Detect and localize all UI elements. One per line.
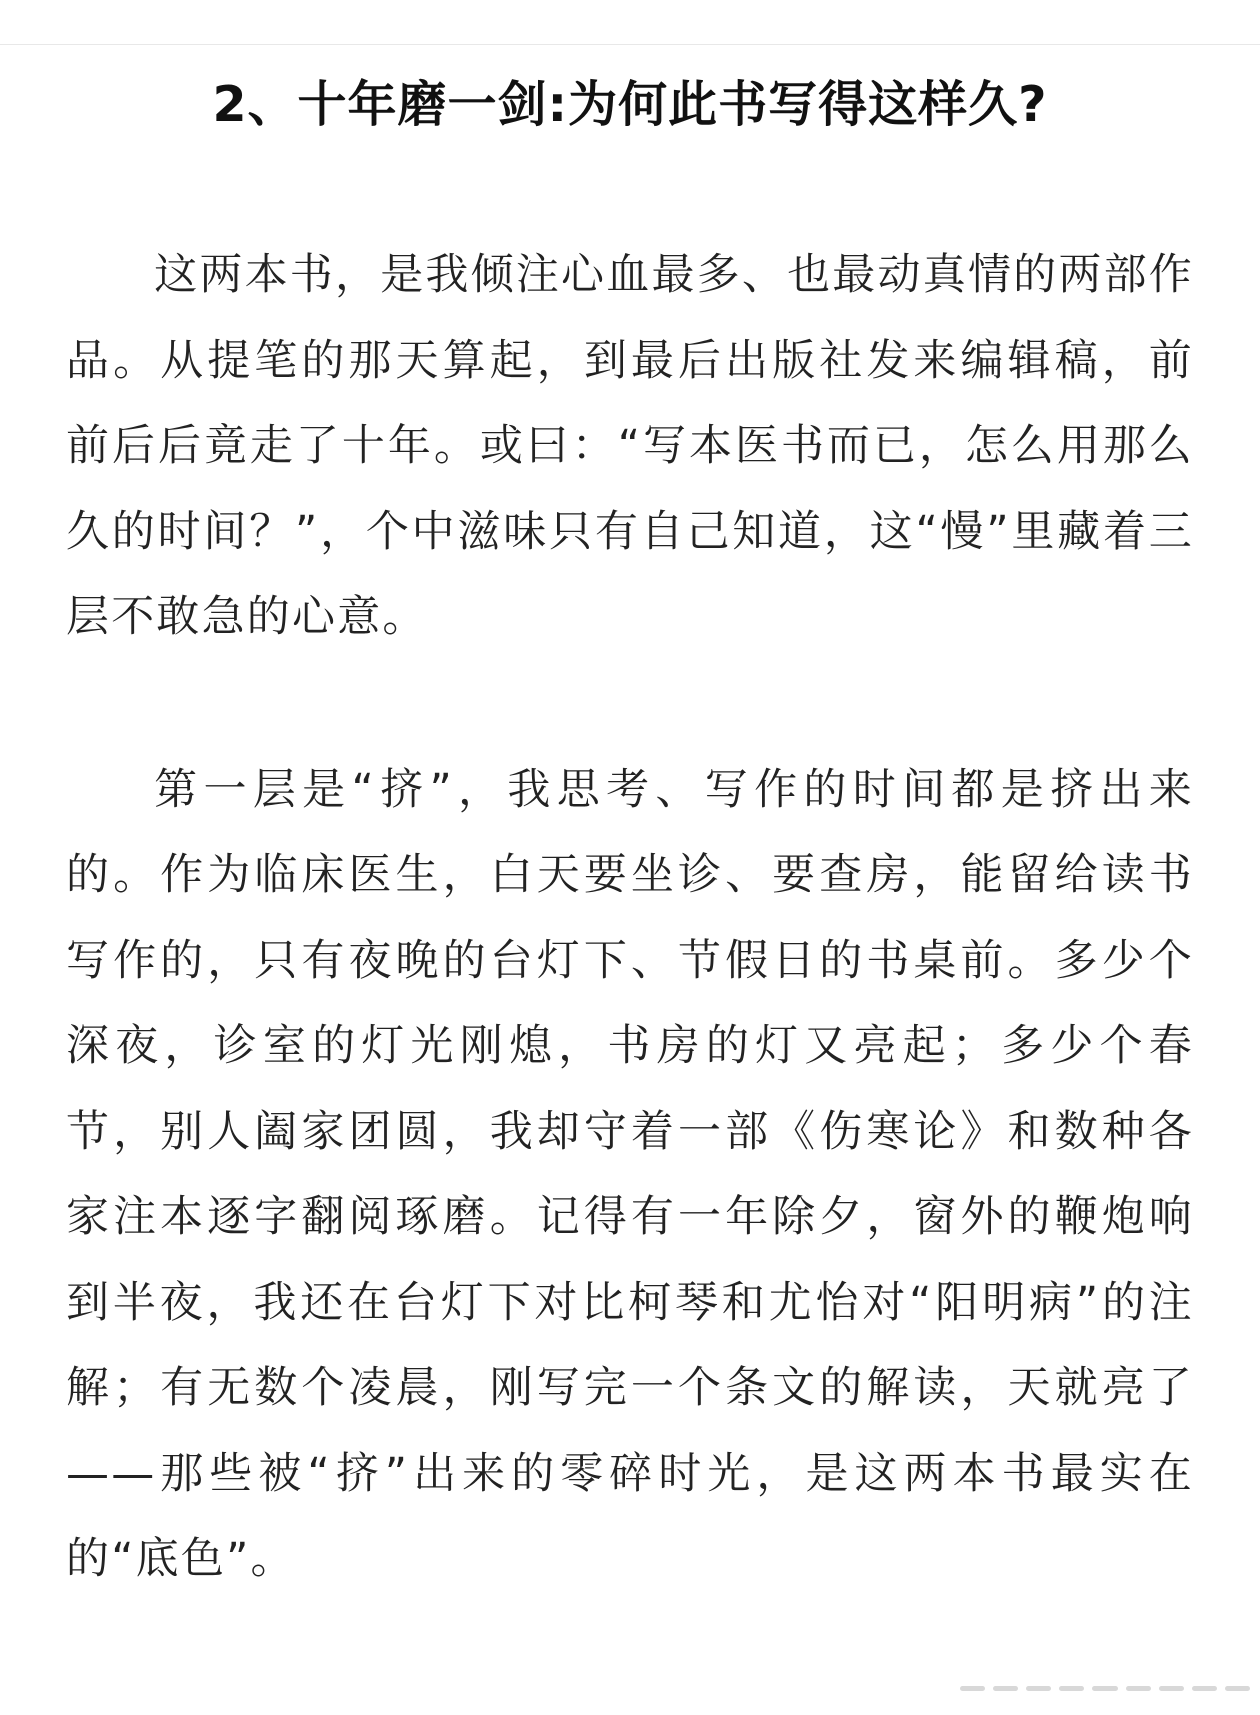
pagination-dot — [1059, 1686, 1084, 1691]
pagination-dot — [1126, 1686, 1151, 1691]
pagination-dot — [960, 1686, 985, 1691]
article-body — [66, 62, 1194, 1603]
pagination-dot — [1159, 1686, 1184, 1691]
pagination-dot — [1192, 1686, 1217, 1691]
pagination-dot — [993, 1686, 1018, 1691]
pagination-dot — [1092, 1686, 1117, 1691]
top-divider — [0, 44, 1260, 45]
section-title: 2、十年磨一剑:为何此书写得这样久? — [212, 76, 1048, 133]
paragraph-2: 第一层是“挤”，我思考、写作的时间都是挤出来的。作为临床医生，白天要坐诊、要查房，能留给读书写作的，只有夜晚的台灯下、节假日的书桌前。多少个深夜，诊室的灯光刚熄，书房的灯又亮起；多少个春节，别人阖家团圆，我却守着一部《伤寒论》和数种各家注本逐字翻阅琢磨。记得有一年除夕，窗外的鞭炮响到半夜，我还在台灯下对比柯琴和尤怡对“阳明病”的注解；有无数个凌晨，刚写完一个条文的解读，天就亮了——那些被“挤”出来的零碎时光，是这两本书最实在的“底色”。 — [66, 764, 1194, 1584]
paragraph-1: 这两本书，是我倾注心血最多、也最动真情的两部作品。从提笔的那天算起，到最后出版社发来编辑稿，前前后后竟走了十年。或曰：“写本医书而已，怎么用那么久的时间？”，个中滋味只有自己知道，这“慢”里藏着三层不敢急的心意。 — [66, 250, 1194, 642]
pagination-dot — [1026, 1686, 1051, 1691]
image-pagination-indicator — [960, 1686, 1250, 1700]
pagination-dot — [1225, 1686, 1250, 1691]
